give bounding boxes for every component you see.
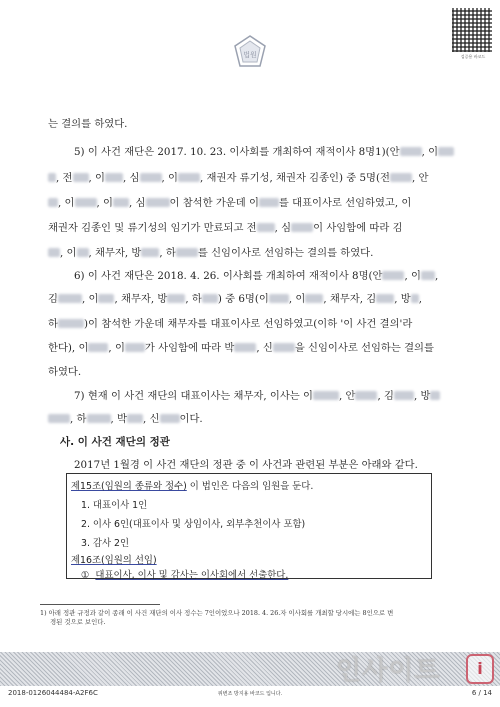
redaction xyxy=(257,223,275,232)
watermark-badge-icon: i xyxy=(466,654,494,684)
text-run: 재권자 류기성, 채권자 김종인) 중 5명(전 xyxy=(206,172,390,184)
text-line: , 전 , 이 , 심 , 이 , 재권자 류기성, 채권자 김종인) 중 5명(전 , 안 xyxy=(48,172,428,185)
redaction xyxy=(48,248,60,257)
article-16-title: 제16조(임원의 선임) xyxy=(71,555,157,566)
text-line: , 하 , 박 , 신 이다. xyxy=(48,413,203,426)
redaction xyxy=(400,147,422,156)
text-line: , 이 , 채무자, 방 , 하 를 신임이사로 선임하는 결의를 하였다. xyxy=(48,247,373,260)
text-line: 5) 이 사건 재단은 2017. 10. 23. 이사회를 개최하여 재적이사 8명1)(안 , 이 xyxy=(74,146,454,159)
page-number: 6 / 14 xyxy=(471,689,492,697)
text-line xyxy=(48,118,127,131)
footnote-line: 경된 것으로 보인다. xyxy=(50,618,106,626)
article-15-item: 2. 이사 6인(대표이사 및 상임이사, 외부추천이사 포함) xyxy=(81,519,306,530)
text-run: 채무자, 김 xyxy=(329,293,377,305)
redaction xyxy=(98,294,114,303)
article-15-item: 1. 대표이사 1인 xyxy=(81,500,148,511)
redaction xyxy=(141,248,159,257)
text-run: 7) 현재 이 사건 재단의 대표이사는 채무자, 이사는 이 xyxy=(74,390,313,402)
text-line: 채권자 김종인 및 류기성의 임기가 만료되고 전 , 심 이 사임함에 따라 김 xyxy=(48,222,403,234)
article-15-text: 이 법인은 다음의 임원을 둔다. xyxy=(186,481,314,492)
redaction xyxy=(58,294,82,303)
redaction xyxy=(291,223,313,232)
redaction xyxy=(160,414,180,423)
footnote xyxy=(40,609,480,627)
text-run: 이 참석한 가운데 채무자를 대표이사로 선임하였고(이하 '이 사건 결의'라 xyxy=(87,318,413,330)
redaction xyxy=(140,173,162,182)
redaction xyxy=(178,173,200,182)
text-run: 6) 이 사건 재단은 2018. 4. 26. 이사회를 개최하여 재적이사 8명(안 xyxy=(74,270,383,282)
redaction xyxy=(394,391,414,400)
text-line: 김 , 이 , 채무자, 방 , 하 ) 중 6명(이 , 이 , 채무자, 김 , 방 , xyxy=(48,293,422,305)
footnote-line: 1) 아래 정관 규정과 같이 종래 이 사건 재단의 이사 정수는 7인이었으나 2018. 4. 26.자 이사회를 개최할 당시에는 8인으로 변 xyxy=(40,609,394,617)
redaction xyxy=(127,414,143,423)
redaction xyxy=(125,343,145,352)
text-run: 채무자, 방 xyxy=(121,293,168,305)
article-15-heading xyxy=(71,478,313,492)
text-line: 6) 이 사건 재단은 2018. 4. 26. 이사회를 개최하여 재적이사 8명(안 , 이 , xyxy=(74,270,439,282)
footnote-divider xyxy=(40,604,160,605)
redaction xyxy=(113,198,129,207)
bylaws-excerpt-box xyxy=(66,473,432,579)
redaction xyxy=(202,294,218,303)
text-run: 를 신임이사로 선임하는 결의를 하였다. xyxy=(197,247,374,259)
redaction xyxy=(87,414,111,423)
text-line: , 이 , 이 , 심 이 참석한 가운데 이 를 대표이사로 선임하였고, 이 xyxy=(48,197,411,210)
redaction xyxy=(48,173,56,182)
redaction xyxy=(73,173,89,182)
redaction xyxy=(176,248,198,257)
text-run: 을 신임이사로 선임하는 결의를 xyxy=(294,342,434,354)
court-emblem xyxy=(232,34,268,70)
section-intro: 2017년 1월경 이 사건 재단의 정관 중 이 사건과 관련된 부분은 아래와 같다. xyxy=(74,459,418,471)
redaction xyxy=(105,173,123,182)
document-id: 2018-0126044484-A2F6C xyxy=(8,689,98,697)
redaction xyxy=(269,294,289,303)
redaction xyxy=(48,198,58,207)
barcode-note: 위변조 방지용 바코드 입니다. xyxy=(217,691,283,697)
section-title: 사. 이 사건 재단의 정관 xyxy=(60,436,170,448)
text-line: 7) 현재 이 사건 재단의 대표이사는 채무자, 이사는 이 , 안 , 김 , 방 xyxy=(74,390,440,403)
text-run: 중 6명(이 xyxy=(225,293,269,305)
text-run: 채무자, 방 xyxy=(95,247,142,259)
redaction xyxy=(75,198,97,207)
item-marker: ① xyxy=(81,570,90,581)
redaction xyxy=(58,319,84,328)
redaction xyxy=(273,343,295,352)
text-line: 하 )이 참석한 가운데 채무자를 대표이사로 선임하였고(이하 '이 사건 결의'라 xyxy=(48,318,413,330)
emblem-text: 법원 xyxy=(243,51,257,59)
article-16-item xyxy=(81,567,288,581)
text-line: 한다), 이 , 이 가 사임함에 따라 박 , 신 을 신임이사로 선임하는 결의를 xyxy=(48,342,434,354)
qr-caption: 검증용 바코드 xyxy=(460,54,486,59)
redaction xyxy=(234,343,256,352)
text-run: 하였다. xyxy=(48,366,82,378)
redaction xyxy=(382,271,404,280)
text-run: 이다. xyxy=(179,413,203,425)
text-run: 이 사임함에 따라 김 xyxy=(313,222,403,234)
redaction xyxy=(411,294,419,303)
text-run: 이 참석한 가운데 이 xyxy=(169,197,259,209)
redaction xyxy=(438,147,454,156)
text-run: 가 사임함에 따라 박 xyxy=(144,342,235,354)
redaction xyxy=(430,391,440,400)
text-run: 한다), 이 xyxy=(48,342,89,354)
text-run: 5) 이 사건 재단은 2017. 10. 23. 이사회를 개최하여 재적이사 8명1)(안 xyxy=(74,146,400,158)
redaction xyxy=(259,198,279,207)
redaction xyxy=(88,343,108,352)
article-16-item-text: 대표이사, 이사 및 감사는 이사회에서 선출한다. xyxy=(95,570,289,581)
article-15-item: 3. 감사 2인 xyxy=(81,538,130,549)
text-run: 를 대표이사로 선임하였고, 이 xyxy=(278,197,412,209)
article-16-heading xyxy=(71,552,157,566)
redaction xyxy=(390,173,412,182)
redaction xyxy=(167,294,185,303)
redaction xyxy=(421,271,435,280)
redaction xyxy=(48,414,70,423)
text-run: 는 결의를 하였다. xyxy=(48,118,128,130)
redaction xyxy=(146,198,170,207)
text-run: 채권자 김종인 및 류기성의 임기가 만료되고 전 xyxy=(48,222,257,234)
redaction xyxy=(77,248,89,257)
text-line xyxy=(48,366,81,379)
redaction xyxy=(313,391,339,400)
redaction xyxy=(355,391,377,400)
redaction xyxy=(305,294,323,303)
watermark-logo: 인사이트 xyxy=(336,656,441,686)
redaction xyxy=(376,294,394,303)
verification-qr-code xyxy=(452,8,492,52)
article-15-title: 제15조(임원의 종류와 정수) xyxy=(71,481,187,492)
